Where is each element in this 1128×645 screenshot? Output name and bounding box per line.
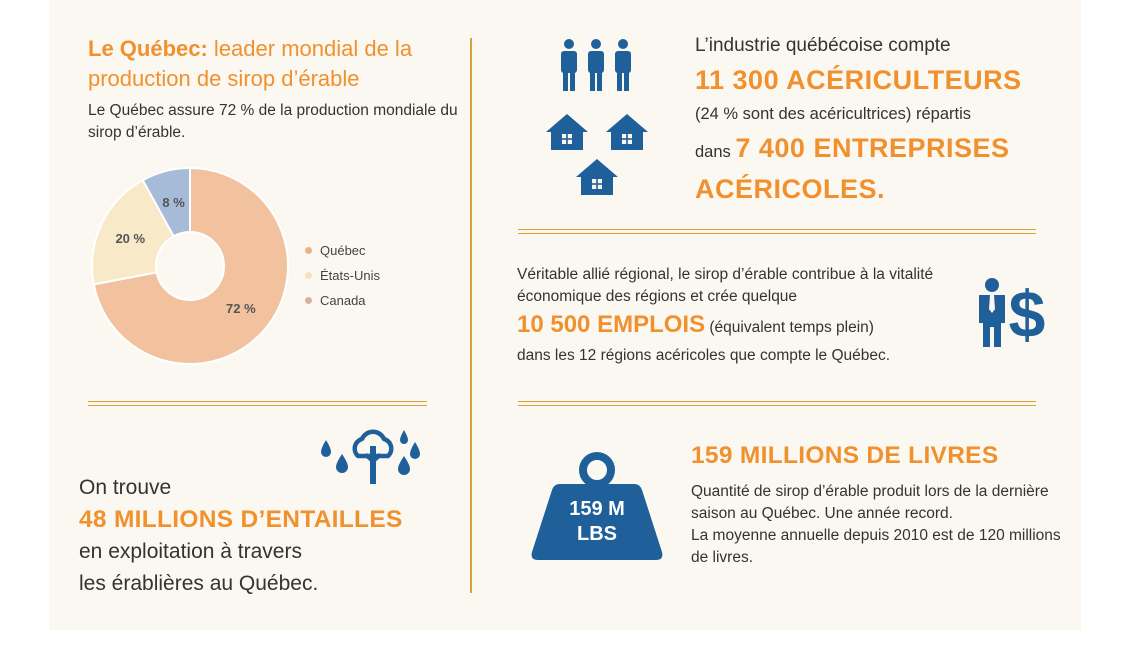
livres-body2: La moyenne annuelle depuis 2010 est de 120 millions de livres. [691,527,1061,566]
entailles-count: 48 MILLIONS D’ENTAILLES [79,506,403,533]
industry-entreprises: 7 400 ENTREPRISES ACÉRICOLES. [695,133,1010,204]
divider-right-middle [518,401,1036,406]
entailles-line1: On trouve [79,476,172,499]
industry-acericulteurs: 11 300 ACÉRICULTEURS [695,65,1022,95]
emplois-line1: Véritable allié régional, le sirop d’érable contribue à la vitalité économique des régions et crée quelque [517,266,934,305]
legend-dot-usa [305,272,312,279]
legend-label-usa: États-Unis [320,267,380,283]
emplois-suffix: (équivalent temps plein) [705,319,874,336]
livres-body1: Quantité de sirop d’érable produit lors de la dernière saison au Québec. Une année record. [691,483,1049,522]
pie-label-canada: 8 % [162,195,185,211]
weight-line1: 159 M [569,498,625,520]
section-title [88,34,458,94]
pie-label-quebec: 72 % [226,301,256,317]
emplois-line3: dans les 12 régions acéricoles que compte le Québec. [517,347,891,364]
industry-dans: dans [695,143,736,161]
industry-line1: L’industrie québécoise compte [695,35,951,56]
production-donut-chart [90,166,290,366]
legend-item-quebec [305,238,380,263]
people-icon [557,38,637,94]
legend-item-canada [305,288,380,313]
livres-title: 159 MILLIONS DE LIVRES [691,442,999,469]
house-icon [544,112,590,152]
emplois-block [517,264,977,367]
legend-label-canada: Canada [320,292,366,308]
divider-left-middle [88,401,427,406]
industry-line3 [695,130,1055,212]
businessman-dollar-icon [975,275,1045,351]
legend-dot-quebec [305,247,312,254]
entailles-block [79,472,459,600]
industry-block [695,30,1055,212]
emplois-count: 10 500 EMPLOIS [517,311,706,338]
entailles-line3: les érablières au Québec. [79,572,319,595]
house-icon-3 [574,157,620,197]
livres-body [691,481,1061,569]
entailles-line2: en exploitation à travers [79,540,302,563]
weight-line2: LBS [577,523,617,545]
emplois-line2 [517,308,977,345]
divider-right-top [518,229,1036,234]
section-subtitle: Le Québec assure 72 % de la production mondiale du sirop d’érable. [88,102,458,141]
chart-legend [305,238,380,313]
title-bold: Le Québec: [88,36,208,61]
title-rest: leader mondial de la production de sirop d’érable [88,36,413,91]
legend-item-usa [305,263,380,288]
pie-label-usa: 20 % [115,230,146,246]
house-icon-2 [604,112,650,152]
industry-line2: (24 % sont des acéricultrices) répartis [695,105,972,123]
svg-text:$: $ [1008,277,1045,351]
vertical-divider [470,38,472,593]
legend-label-quebec: Québec [320,242,366,258]
weight-label [532,497,662,547]
legend-dot-canada [305,297,312,304]
